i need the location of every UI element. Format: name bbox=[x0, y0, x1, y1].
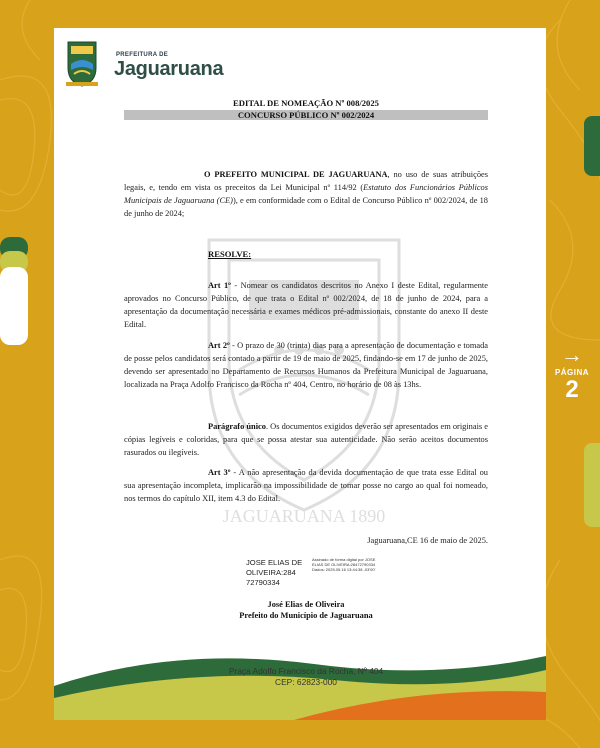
article-1-label: Art 1º bbox=[208, 281, 231, 290]
address-line-2: CEP: 62823-000 bbox=[275, 677, 337, 687]
document-date: Jaguaruana,CE 16 de maio de 2025. bbox=[367, 536, 488, 545]
signer-title: Prefeito do Município de Jaguaruana bbox=[239, 611, 373, 620]
sole-paragraph-label: Parágrafo único bbox=[208, 422, 266, 431]
right-green-tab bbox=[584, 116, 600, 176]
digital-signature-name: JOSE ELIAS DE OLIVEIRA:284 72790334 bbox=[246, 558, 303, 587]
intro-text-2: ), e em conformidade com o Edital de Concurso Público nº 002/2024, de 18 de junho de 2024; bbox=[124, 196, 488, 218]
intro-italic: Estatuto dos Funcionários Públicos Municipais de Jaguaruana (CE) bbox=[124, 183, 488, 205]
right-lime-tab bbox=[584, 443, 600, 527]
article-1-text: - Nomear os candidatos descritos no Anexo I deste Edital, regularmente aprovados no Concurso Público, de que trata o Edital nº 002/2024, de 18 de junho de 2024, para a apresentação da documentação necessária e exames médicos pré-admissionais, constante do anexo II deste Edital. bbox=[124, 281, 488, 329]
article-1 bbox=[124, 279, 488, 331]
footer-address bbox=[124, 666, 488, 688]
intro-text-1: , no uso de suas atribuições legais, e, tendo em vista os preceitos da Lei Municipal nº 114/92 ( bbox=[124, 170, 488, 192]
article-3-label: Art 3º bbox=[208, 468, 231, 477]
sole-paragraph bbox=[124, 420, 488, 459]
brand-prefix: PREFEITURA DE bbox=[116, 52, 169, 58]
document-page bbox=[54, 28, 546, 720]
page-navigation[interactable] bbox=[550, 344, 594, 403]
brand-name: Jaguaruana bbox=[114, 58, 224, 80]
article-2-label: Art 2º bbox=[208, 341, 230, 350]
resolve-heading: RESOLVE: bbox=[208, 249, 252, 259]
page-number: 2 bbox=[565, 376, 579, 403]
arrow-right-icon: → bbox=[561, 342, 583, 367]
page-label: PÁGINA bbox=[554, 368, 590, 377]
article-3 bbox=[124, 466, 488, 505]
address-line-1: Praça Adolfo Francisco da Rocha, Nº 404 bbox=[228, 666, 384, 676]
article-3-text: - A não apresentação da devida documentação de que trata esse Edital ou sua apresentação incompleta, implicarão na impossibilidade de tomar posse no cargo ao qual foi nomeado, nos termos do capítulo XII, item 4.3 do Edital. bbox=[124, 468, 488, 503]
article-2-text: - O prazo de 30 (trinta) dias para a apresentação de documentação e tomada de posse pelos candidatos será contado a partir de 19 de maio de 2025, findando-se em 17 de junho de 2025, devendo ser apresentado no Departamento de Recursos Humanos da Prefeitura Municipal de Jaguaruana, localizada na Praça Adolfo Francisco da Rocha nº 404, Centro, no horário de 08 às 13hs. bbox=[124, 341, 488, 389]
signer-name: José Elias de Oliveira bbox=[267, 600, 345, 609]
intro-paragraph bbox=[124, 168, 488, 220]
watermark-text: JAGUARUANA 1890 bbox=[222, 506, 386, 526]
edict-subtitle: CONCURSO PÚBLICO Nº 002/2024 bbox=[124, 110, 488, 120]
city-crest-logo bbox=[62, 38, 102, 88]
left-decoration bbox=[0, 237, 28, 345]
edict-title: EDITAL DE NOMEAÇÃO Nº 008/2025 bbox=[233, 98, 379, 108]
intro-bold: O PREFEITO MUNICIPAL DE JAGUARUANA bbox=[204, 170, 388, 179]
sole-paragraph-text: . Os documentos exigidos deverão ser apresentados em originais e cópias legíveis e coloridas, para que se possa atestar sua autenticidade. Não serão aceitos documentos rasurados ou ilegíveis. bbox=[124, 422, 488, 457]
digital-signature-meta: Assinado de forma digital por JOSE ELIAS DE OLIVEIRA:28472790334 Dados: 2025.05.16 13:44:38 -03'00' bbox=[312, 557, 376, 572]
article-2 bbox=[124, 339, 488, 391]
